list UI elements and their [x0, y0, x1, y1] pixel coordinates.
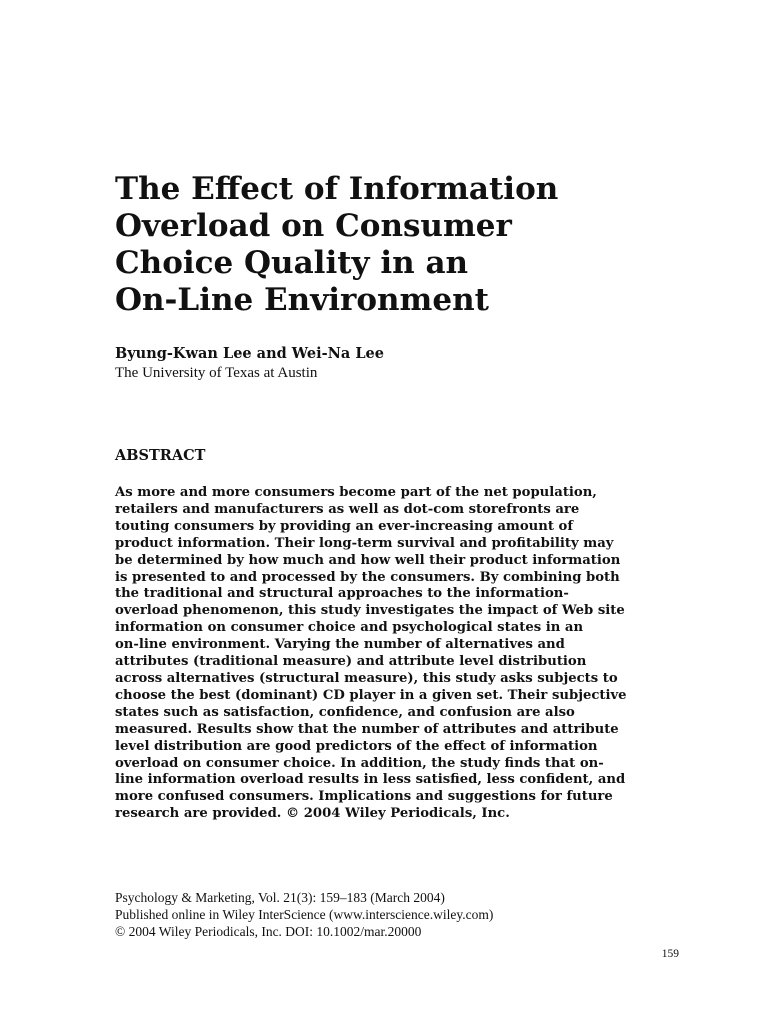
abstract-line: information on consumer choice and psychological states in an	[115, 620, 584, 636]
abstract-line: touting consumers by providing an ever-increasing amount of	[115, 518, 574, 534]
article-authors: Byung-Kwan Lee and Wei-Na Lee	[115, 345, 385, 362]
title-line: On-Line Environment	[115, 282, 489, 318]
abstract-line: retailers and manufacturers as well as dot-com storefronts are	[115, 501, 580, 517]
abstract-line: overload phenomenon, this study investigates the impact of Web site	[115, 603, 625, 619]
abstract-line: on-line environment. Varying the number of alternatives and	[115, 637, 565, 653]
title-line: The Effect of Information	[115, 171, 559, 207]
citation-journal: Psychology & Marketing, Vol. 21(3): 159–183 (March 2004)	[115, 890, 445, 905]
abstract-line: level distribution are good predictors of the effect of information	[115, 738, 598, 754]
abstract-line: overload on consumer choice. In addition, the study finds that on-	[115, 755, 604, 771]
abstract-heading: ABSTRACT	[115, 447, 206, 464]
author-affiliation: The University of Texas at Austin	[115, 365, 318, 381]
citation-block	[115, 889, 493, 940]
abstract-line: the traditional and structural approaches to the information-	[115, 586, 569, 602]
page-number: 159	[661, 948, 679, 960]
abstract-line: be determined by how much and how well their product information	[115, 552, 621, 568]
abstract-line: across alternatives (structural measure), this study asks subjects to	[115, 670, 618, 686]
abstract-line: more confused consumers. Implications and suggestions for future	[115, 789, 613, 805]
abstract-line: is presented to and processed by the consumers. By combining both	[115, 569, 620, 585]
abstract-line: research are provided. © 2004 Wiley Periodicals, Inc.	[115, 806, 510, 822]
title-line: Overload on Consumer	[115, 208, 512, 244]
citation-copyright-doi: © 2004 Wiley Periodicals, Inc. DOI: 10.1002/mar.20000	[115, 924, 422, 939]
abstract-line: measured. Results show that the number of attributes and attribute	[115, 721, 619, 737]
abstract-body	[115, 485, 685, 823]
abstract-line: attributes (traditional measure) and attribute level distribution	[115, 654, 587, 670]
abstract-line: states such as satisfaction, confidence, and confusion are also	[115, 704, 575, 720]
abstract-line: choose the best (dominant) CD player in a given set. Their subjective	[115, 687, 627, 703]
abstract-line: line information overload results in less satisfied, less confident, and	[115, 772, 626, 788]
abstract-line: As more and more consumers become part of the net population,	[115, 485, 597, 500]
title-line: Choice Quality in an	[115, 245, 469, 281]
abstract-line: product information. Their long-term survival and profitability may	[115, 535, 614, 551]
citation-online: Published online in Wiley InterScience (www.interscience.wiley.com)	[115, 907, 494, 922]
article-title	[115, 171, 675, 319]
